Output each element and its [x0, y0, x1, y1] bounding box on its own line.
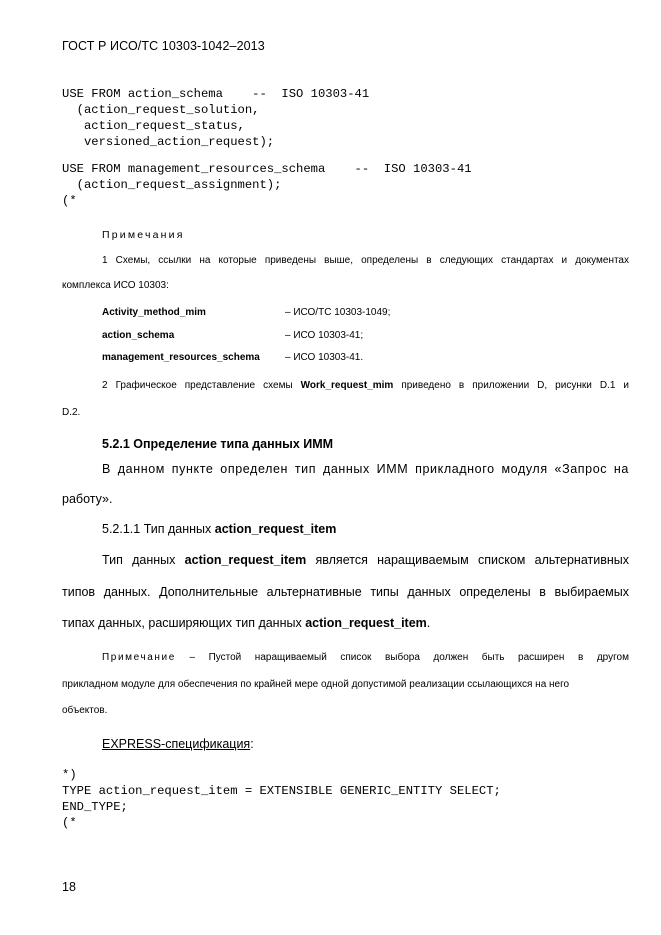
paragraph-2-line-2: типов данных. Дополнительные альтернативные типы данных определены в выбираемых — [62, 585, 629, 599]
note-2-line-1 — [102, 380, 629, 391]
reference-row — [102, 307, 502, 321]
express-specification-label — [102, 737, 254, 751]
note-2-text-start: 2 Графическое представление схемы — [102, 380, 301, 391]
paragraph-1-line-2: работу». — [62, 492, 113, 506]
note-paragraph-line-3: объектов. — [62, 705, 108, 716]
paragraph-2-line-3-period: . — [426, 616, 431, 630]
reference-schema-name: Activity_method_mim — [102, 307, 206, 318]
reference-standard: – ИСО 10303-41. — [285, 352, 364, 363]
express-specification-link-text: EXPRESS-спецификация — [102, 737, 251, 751]
paragraph-1-line-1: В данном пункте определен тип данных ИММ прикладного модуля «Запрос на — [102, 462, 629, 476]
reference-row — [102, 352, 502, 366]
paragraph-2-text-start: Тип данных — [102, 553, 185, 567]
note-paragraph-line-2: прикладном модуле для обеспечения по крайней мере одной допустимой реализации ссылающихся на него — [62, 679, 570, 690]
reference-schema-name: action_schema — [102, 330, 175, 341]
note-1-line-1: 1 Схемы, ссылки на которые приведены выше, определены в следующих стандартах и документах — [102, 255, 629, 266]
express-code-use-from-action-schema: USE FROM action_schema -- ISO 10303-41 (action_request_solution, action_request_status, versioned_action_request); — [62, 87, 370, 149]
paragraph-2-line-3-text: типах данных, расширяющих тип данных — [62, 616, 306, 630]
paragraph-2-text-end: является наращиваемым списком альтернативных — [306, 553, 629, 567]
express-specification-colon: : — [250, 737, 254, 751]
note-text: – Пустой наращиваемый список выбора должен быть расширен в другом — [175, 652, 629, 663]
note-2-schema-name: Work_request_mim — [300, 380, 394, 391]
subsection-heading-text: 5.2.1.1 Тип данных — [102, 522, 215, 536]
reference-standard: – ИСО/ТС 10303-1049; — [285, 307, 391, 318]
notes-title: Примечания — [102, 229, 185, 241]
section-heading: 5.2.1 Определение типа данных ИММ — [102, 437, 334, 451]
note-paragraph-line-1 — [102, 652, 629, 663]
subsection-heading — [102, 522, 336, 536]
paragraph-2-type-name: action_request_item — [184, 553, 307, 567]
paragraph-2-line-3-type-name: action_request_item — [305, 616, 427, 630]
note-1-line-2: комплекса ИСО 10303: — [62, 280, 169, 291]
note-label: Примечание — [102, 652, 176, 663]
note-2-text-end: приведено в приложении D, рисунки D.1 и — [393, 380, 629, 391]
reference-schema-name: management_resources_schema — [102, 352, 260, 363]
express-code-type-action-request-item: *) TYPE action_request_item = EXTENSIBLE GENERIC_ENTITY SELECT; END_TYPE; (* — [62, 768, 501, 830]
express-code-use-from-management-resources: USE FROM management_resources_schema -- ISO 10303-41 (action_request_assignment); (* — [62, 162, 472, 208]
document-header: ГОСТ Р ИСО/ТС 10303-1042–2013 — [62, 39, 265, 53]
reference-row — [102, 330, 502, 344]
note-2-line-2: D.2. — [62, 407, 81, 418]
paragraph-2-line-1 — [102, 553, 629, 567]
page-number: 18 — [62, 880, 76, 894]
paragraph-2-line-3 — [62, 616, 430, 630]
subsection-type-name: action_request_item — [214, 522, 337, 536]
reference-standard: – ИСО 10303-41; — [285, 330, 364, 341]
